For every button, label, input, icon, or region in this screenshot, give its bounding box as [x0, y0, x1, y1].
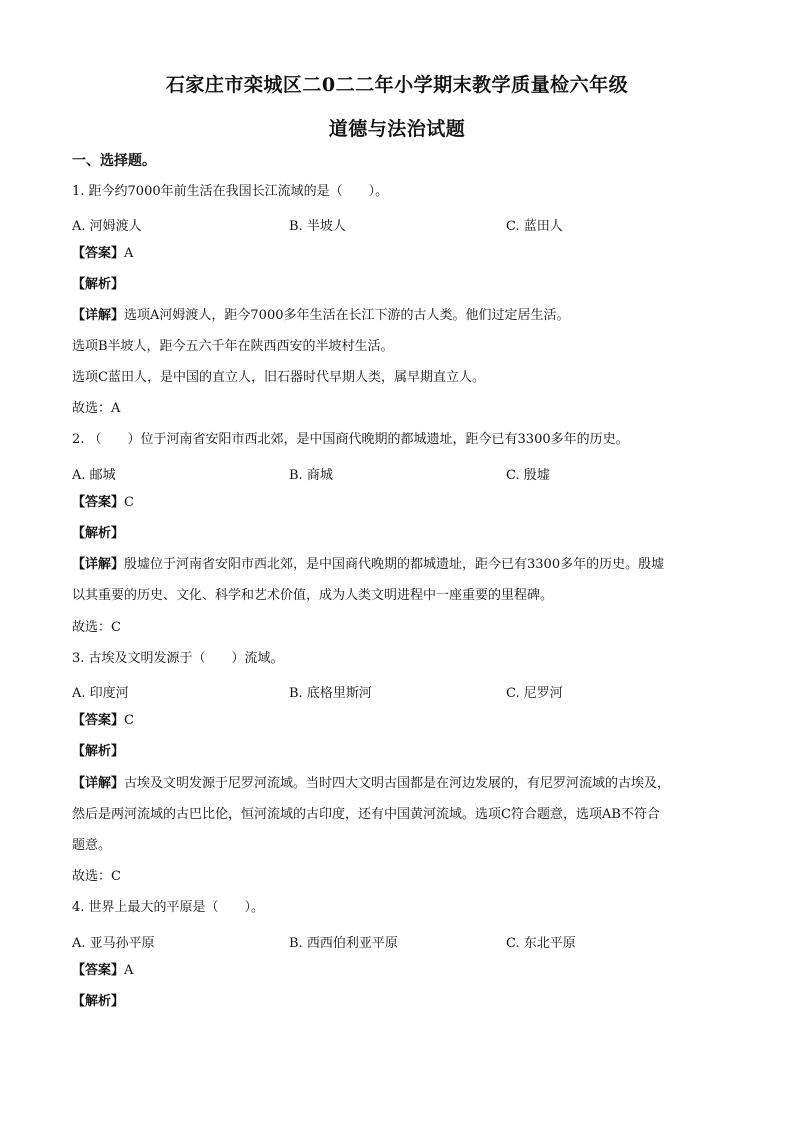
detail-text: 古埃及文明发源于尼罗河流域。当时四大文明古国都是在河边发展的，有尼罗河流域的古埃及， [124, 776, 671, 791]
answer-tag: 【答案】 [72, 963, 125, 978]
question-4-option-c: C. 东北平原 [506, 936, 576, 951]
exam-subtitle: 道德与法治试题 [328, 118, 466, 140]
detail-text: 选项A河姆渡人，距今7000多年生活在长江下游的古人类。他们过定居生活。 [124, 308, 570, 323]
question-2-stem: 2. （ ）位于河南省安阳市西北郊，是中国商代晚期的都城遗址，距今已有3300多年的历史。 [72, 432, 629, 447]
answer-value: A [124, 246, 134, 261]
question-3-detail-line-1 [72, 776, 670, 792]
question-2-option-b: B. 商城 [289, 468, 333, 483]
answer-value: A [124, 963, 134, 978]
question-4-analysis-tag: 【解析】 [72, 994, 125, 1009]
question-1-option-c: C. 蓝田人 [506, 219, 563, 234]
question-4-option-a: A. 亚马孙平原 [72, 936, 155, 951]
question-3-option-a: A. 印度河 [72, 686, 129, 701]
question-2-option-a: A. 邮城 [72, 468, 116, 483]
question-3-option-b: B. 底格里斯河 [289, 686, 372, 701]
answer-tag: 【答案】 [72, 495, 125, 510]
question-3-answer [72, 713, 134, 729]
question-3-detail-line-3: 题意。 [72, 838, 112, 853]
section-heading: 一、选择题。 [72, 153, 156, 169]
question-3-detail-line-2: 然后是两河流域的古巴比伦，恒河流域的古印度，还有中国黄河流域。选项C符合题意，选项AB不符合 [72, 807, 660, 822]
question-1-detail-line-1 [72, 308, 570, 324]
answer-tag: 【答案】 [72, 713, 125, 728]
question-1-option-b: B. 半坡人 [289, 219, 346, 234]
question-2-detail-line-1 [72, 557, 664, 573]
answer-tag: 【答案】 [72, 246, 125, 261]
question-3-stem: 3. 古埃及文明发源于（ ）流域。 [72, 651, 284, 666]
question-1-analysis-tag: 【解析】 [72, 277, 125, 292]
question-3-analysis-tag: 【解析】 [72, 744, 125, 759]
question-1-conclusion: 故选：A [72, 401, 121, 416]
detail-tag: 【详解】 [72, 557, 125, 572]
detail-text: 殷墟位于河南省安阳市西北郊，是中国商代晚期的都城遗址，距今已有3300多年的历史。殷墟 [124, 557, 665, 572]
exam-title: 石家庄市栾城区二0二二年小学期末教学质量检六年级 [165, 74, 629, 96]
question-1-detail-line-2: 选项B半坡人，距今五六千年在陕西西安的半坡村生活。 [72, 339, 394, 354]
question-4-answer [72, 963, 133, 979]
question-1-detail-line-3: 选项C蓝田人，是中国的直立人，旧石器时代早期人类，属早期直立人。 [72, 370, 485, 385]
question-1-stem: 1. 距今约7000年前生活在我国长江流域的是（ ）。 [72, 184, 389, 199]
question-4-stem: 4. 世界上最大的平原是（ ）。 [72, 900, 265, 915]
question-3-option-c: C. 尼罗河 [506, 686, 563, 701]
question-4-option-b: B. 西西伯利亚平原 [289, 936, 398, 951]
question-2-option-c: C. 殷墟 [506, 468, 550, 483]
question-2-analysis-tag: 【解析】 [72, 526, 125, 541]
detail-tag: 【详解】 [72, 308, 125, 323]
question-1-answer [72, 246, 133, 262]
question-2-conclusion: 故选：C [72, 620, 121, 635]
detail-tag: 【详解】 [72, 776, 125, 791]
answer-value: C [124, 713, 134, 728]
question-2-answer [72, 495, 134, 511]
question-2-detail-line-2: 以其重要的历史、文化、科学和艺术价值，成为人类文明进程中一座重要的里程碑。 [72, 588, 554, 603]
question-1-option-a: A. 河姆渡人 [72, 219, 142, 234]
question-3-conclusion: 故选：C [72, 869, 121, 884]
answer-value: C [124, 495, 134, 510]
